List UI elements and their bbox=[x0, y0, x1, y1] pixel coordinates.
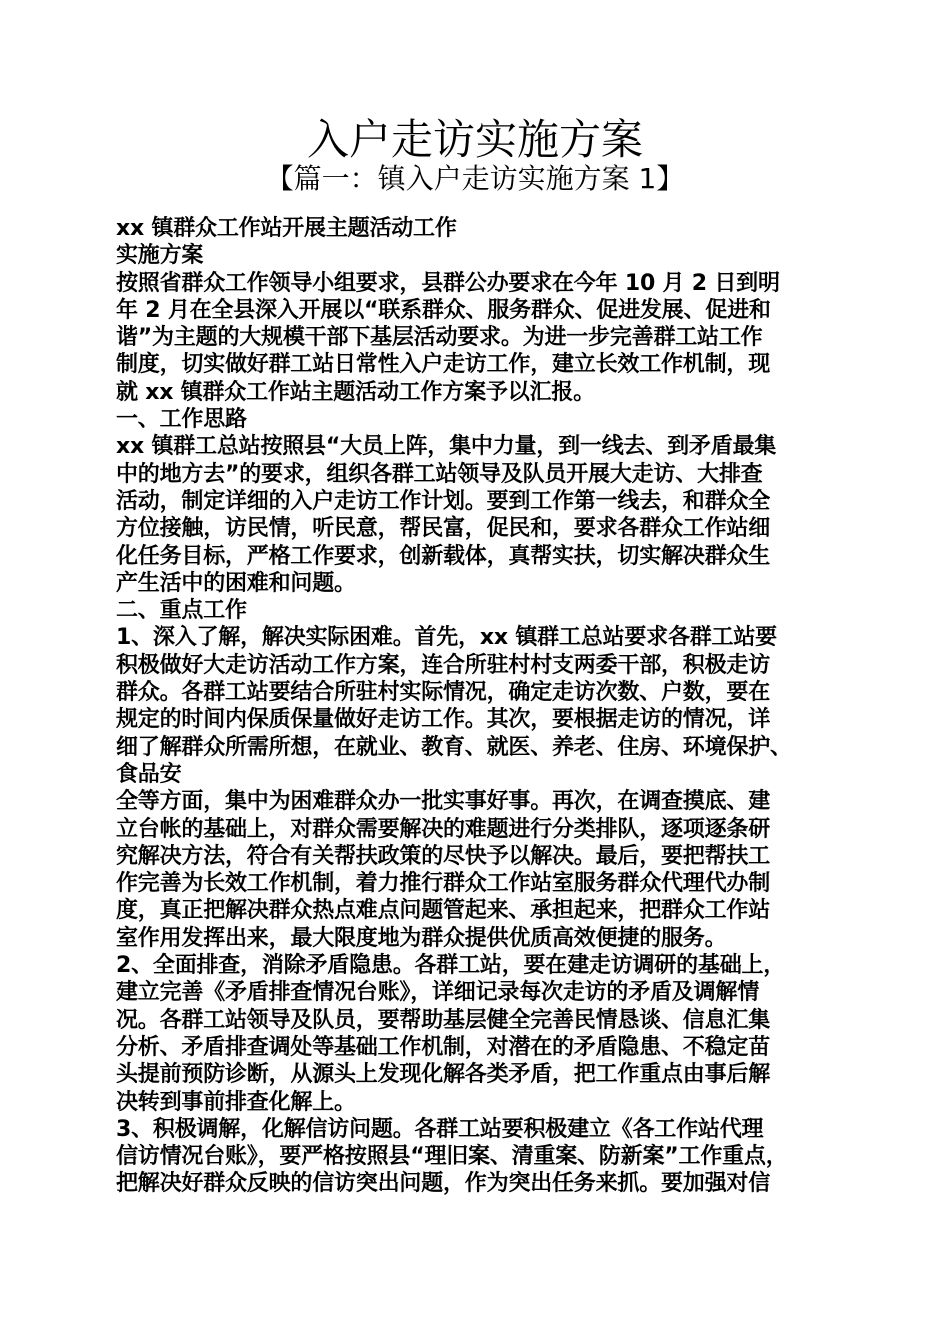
body-text-line: 3、积极调解，化解信访问题。各群工站要积极建立《各工作站代理 bbox=[116, 1116, 764, 1142]
body-text-line: 活动，制定详细的入户走访工作计划。要到工作第一线去，和群众全 bbox=[116, 488, 771, 514]
body-text-line: 就 xx 镇群众工作站主题活动工作方案予以汇报。 bbox=[116, 379, 595, 405]
body-text-line: 把解决好群众反映的信访突出问题，作为突出任务来抓。要加强对信 bbox=[116, 1171, 771, 1197]
body-text-line: 头提前预防诊断，从源头上发现化解各类矛盾，把工作重点由事后解 bbox=[116, 1062, 771, 1088]
body-text-line: 决转到事前排查化解上。 bbox=[116, 1089, 356, 1115]
body-text-line: 方位接触，访民情，听民意，帮民富，促民和，要求各群众工作站细 bbox=[116, 516, 771, 542]
body-text-line: 况。各群工站领导及队员，要帮助基层健全完善民情恳谈、信息汇集 bbox=[116, 1007, 771, 1033]
body-text-line: 1、深入了解，解决实际困难。首先，xx 镇群工总站要求各群工站要 bbox=[116, 625, 777, 651]
body-text-line: 立台帐的基础上，对群众需要解决的难题进行分类排队，逐项逐条研 bbox=[116, 816, 771, 842]
body-text-line: 食品安 bbox=[116, 761, 182, 787]
body-text-line: 2、全面排查，消除矛盾隐患。各群工站，要在建走访调研的基础上， bbox=[116, 953, 786, 979]
body-text-line: 二、重点工作 bbox=[116, 598, 247, 624]
body-text-line: 化任务目标，严格工作要求，创新载体，真帮实扶，切实解决群众生 bbox=[116, 543, 771, 569]
body-text-line: 分析、矛盾排查调处等基础工作机制，对潜在的矛盾隐患、不稳定苗 bbox=[116, 1034, 771, 1060]
body-text-line: 作完善为长效工作机制，着力推行群众工作站室服务群众代理代办制 bbox=[116, 871, 771, 897]
body-text-line: 究解决方法，符合有关帮扶政策的尽快予以解决。最后，要把帮扶工 bbox=[116, 843, 771, 869]
body-text-line: 全等方面，集中为困难群众办一批实事好事。再次，在调查摸底、建 bbox=[116, 789, 771, 815]
body-text-line: 中的地方去”的要求，组织各群工站领导及队员开展大走访、大排查 bbox=[116, 461, 763, 487]
body-text-line: xx 镇群众工作站开展主题活动工作 bbox=[116, 216, 457, 241]
body-text-line: 度，真正把解决群众热点难点问题管起来、承担起来，把群众工作站 bbox=[116, 898, 771, 924]
body-text-line: 规定的时间内保质保量做好走访工作。其次，要根据走访的情况，详 bbox=[116, 707, 771, 733]
document-subtitle: 【篇一：镇入户走访实施方案 1】 bbox=[265, 162, 685, 195]
body-text-line: 谐”为主题的大规模干部下基层活动要求。为进一步完善群工站工作 bbox=[116, 325, 763, 351]
body-text-line: 按照省群众工作领导小组要求，县群公办要求在今年 10 月 2 日到明 bbox=[116, 270, 780, 296]
body-text-line: 细了解群众所需所想，在就业、教育、就医、养老、住房、环境保护、 bbox=[116, 734, 792, 760]
body-text-line: 群众。各群工站要结合所驻村实际情况，确定走访次数、户数，要在 bbox=[116, 680, 771, 706]
body-text-line: 一、工作思路 bbox=[116, 407, 247, 433]
document-body bbox=[116, 215, 856, 1198]
body-text-line: 实施方案 bbox=[116, 243, 204, 269]
body-text-line: 产生活中的困难和问题。 bbox=[116, 570, 356, 596]
body-text-line: 制度，切实做好群工站日常性入户走访工作，建立长效工作机制，现 bbox=[116, 352, 771, 378]
body-text-line: 建立完善《矛盾排查情况台账》，详细记录每次走访的矛盾及调解情 bbox=[116, 980, 760, 1006]
body-text-line: 信访情况台账》，要严格按照县“理旧案、清重案、防新案”工作重点， bbox=[116, 1144, 788, 1170]
document-title: 入户走访实施方案 bbox=[306, 115, 643, 164]
body-text-line: xx 镇群工总站按照县“大员上阵，集中力量，到一线去、到矛盾最集 bbox=[116, 434, 777, 460]
body-text-line: 积极做好大走访活动工作方案，连合所驻村村支两委干部，积极走访 bbox=[116, 652, 771, 678]
body-text-line: 年 2 月在全县深入开展以“联系群众、服务群众、促进发展、促进和 bbox=[116, 297, 771, 323]
body-text-line: 室作用发挥出来，最大限度地为群众提供优质高效便捷的服务。 bbox=[116, 925, 727, 951]
